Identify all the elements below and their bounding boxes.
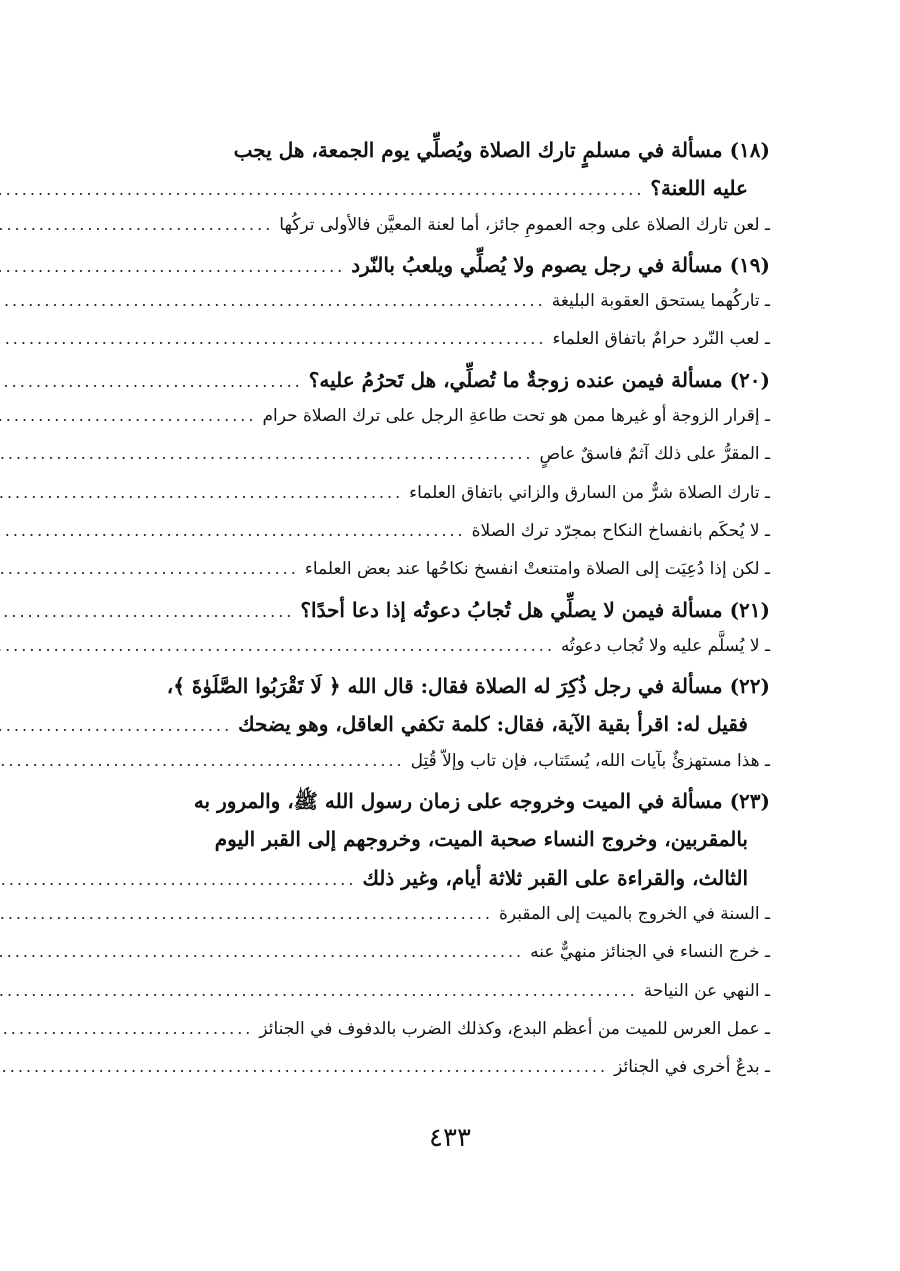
- toc-entry-title: ـ النهي عن النياحة: [643, 980, 770, 1001]
- toc-entry-title: (٢٠) مسألة فيمن عنده زوجةٌ ما تُصلِّي، هل تَحرُمُ عليه؟: [308, 367, 770, 392]
- dot-leader: [0, 257, 345, 276]
- dot-leader: [0, 981, 638, 1000]
- toc-entry-title: (٢٣) مسألة في الميت وخروجه على زمان رسول الله ﷺ، والمرور به: [193, 789, 770, 814]
- toc-entry: [128, 712, 770, 750]
- toc-entry: [128, 176, 770, 214]
- dot-leader: [0, 372, 303, 391]
- toc-subentry: [128, 942, 770, 980]
- dot-leader: [0, 215, 273, 234]
- dot-leader: [0, 329, 546, 348]
- toc-entry-title: فقيل له: اقرأ بقية الآية، فقال: كلمة تكفي العاقل، وهو يضحك: [238, 712, 748, 737]
- toc-entry-title: ـ هذا مستهزئٌ بآيات الله، يُستَتاب، فإن تاب وإلاّ قُتِل: [410, 750, 770, 771]
- toc-subentry: [128, 1057, 770, 1095]
- toc-subentry: [128, 1019, 770, 1057]
- toc-entry: [128, 827, 770, 865]
- toc-entry: [128, 253, 770, 291]
- dot-leader: [0, 1019, 253, 1038]
- dot-leader: [0, 1057, 608, 1076]
- toc-entry-title: (٢٢) مسألة في رجل ذُكِرَ له الصلاة فقال: قال الله ﴿ لَا تَقْرَبُوا الصَّلَوٰةَ ﴾،: [166, 674, 770, 699]
- dot-leader: [0, 291, 546, 310]
- dot-leader: [0, 716, 232, 735]
- toc-entry: [128, 598, 770, 636]
- toc-entry-title: بالمقربين، وخروج النساء صحبة الميت، وخروجهم إلى القبر اليوم: [214, 827, 748, 852]
- dot-leader: [0, 483, 403, 502]
- toc-entry: [128, 789, 770, 827]
- toc-subentry: [128, 751, 770, 789]
- toc-entry-title: ـ لا يُحكَم بانفساخ النكاح بمجرّد ترك الصلاة: [471, 520, 770, 541]
- dot-leader: [0, 602, 294, 621]
- toc-entry-title: (١٩) مسألة في رجل يصوم ولا يُصلِّي ويلعبُ بالنّرد: [351, 252, 770, 277]
- toc-entry-title: ـ إقرار الزوجة أو غيرها ممن هو تحت طاعةِ الرجل على ترك الصلاة حرام: [262, 406, 770, 427]
- dot-leader: [0, 636, 555, 655]
- dot-leader: [0, 870, 356, 889]
- dot-leader: [0, 444, 533, 463]
- toc-subentry: [128, 521, 770, 559]
- toc-entry-title: ـ المقرُّ على ذلك آثمٌ فاسقٌ عاصٍ: [539, 444, 770, 465]
- toc-entry-title: عليه اللعنة؟: [650, 176, 748, 201]
- toc-subentry: [128, 444, 770, 482]
- toc-subentry: [128, 291, 770, 329]
- toc-entry-title: ـ لكن إذا دُعِيَت إلى الصلاة وامتنعتْ انفسخ نكاحُها عند بعض العلماء: [304, 559, 770, 580]
- toc-entry: [128, 866, 770, 904]
- toc-entry: [128, 368, 770, 406]
- toc-subentry: [128, 559, 770, 597]
- toc-entry: [128, 138, 770, 176]
- toc-subentry: [128, 636, 770, 674]
- dot-leader: [0, 406, 256, 425]
- toc-subentry: [128, 981, 770, 1019]
- toc-entry-title: (٢١) مسألة فيمن لا يصلِّي هل تُجابُ دعوتُه إذا دعا أحدًا؟: [300, 597, 770, 622]
- toc-entry-title: ـ تارك الصلاة شرٌّ من السارق والزاني باتفاق العلماء: [409, 482, 770, 503]
- page-number: ٤٣٣: [429, 1123, 471, 1153]
- toc-subentry: [128, 329, 770, 367]
- toc-entry-title: ـ خرج النساء في الجنائز منهيٌّ عنه: [530, 942, 770, 963]
- toc-entry-title: ـ عمل العرس للميت من أعظم البدع، وكذلك الضرب بالدفوف في الجنائز: [259, 1018, 770, 1039]
- dot-leader: [0, 559, 299, 578]
- toc-entry-title: (١٨) مسألة في مسلمٍ تارك الصلاة ويُصلِّي يوم الجمعة، هل يجب: [233, 138, 770, 162]
- toc-entry-title: ـ لعن تارك الصلاة على وجه العمومِ جائز، أما لعنة المعيَّن فالأولى تركُها: [279, 214, 770, 235]
- dot-leader: [0, 942, 524, 961]
- toc-subentry: [128, 215, 770, 253]
- table-of-contents: [128, 138, 770, 1095]
- dot-leader: [0, 521, 466, 540]
- toc-subentry: [128, 904, 770, 942]
- toc-entry-title: ـ لا يُسلَّم عليه ولا تُجاب دعوتُه: [560, 635, 770, 656]
- toc-entry-title: الثالث، والقراءة على القبر ثلاثة أيام، وغير ذلك: [362, 865, 748, 890]
- dot-leader: [0, 180, 644, 199]
- toc-entry: [128, 674, 770, 712]
- toc-entry-title: ـ لعب النّرد حرامٌ باتفاق العلماء: [552, 329, 770, 350]
- dot-leader: [0, 751, 405, 770]
- toc-entry-title: ـ تاركُهما يستحق العقوبة البليغة: [551, 291, 770, 312]
- toc-entry-title: ـ السنة في الخروج بالميت إلى المقبرة: [498, 903, 770, 924]
- toc-entry-title: ـ بدعٌ أخرى في الجنائز: [614, 1057, 770, 1078]
- toc-subentry: [128, 483, 770, 521]
- toc-subentry: [128, 406, 770, 444]
- dot-leader: [0, 904, 493, 923]
